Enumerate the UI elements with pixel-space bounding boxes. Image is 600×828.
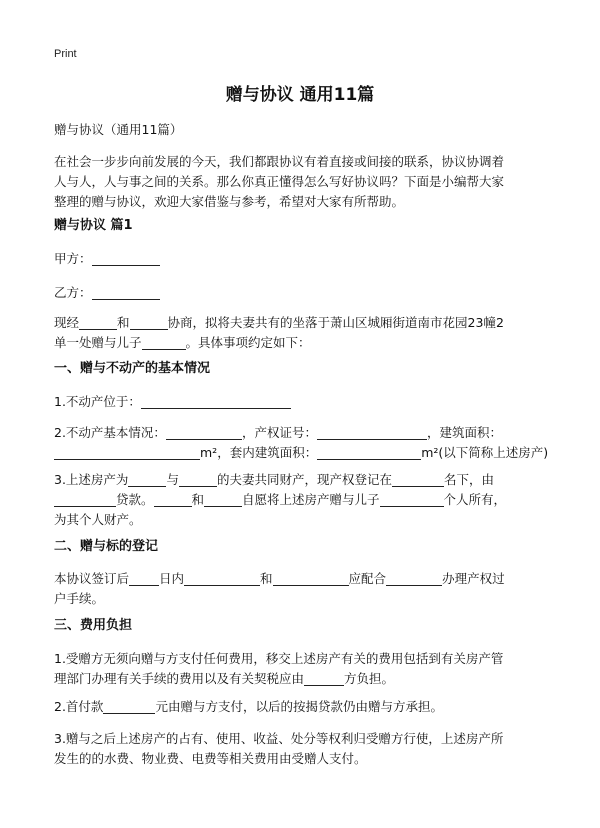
- text: 2.首付款: [54, 699, 104, 714]
- party-b-blank: [92, 285, 160, 300]
- text: 理部门办理有关手续的费用以及有关契税应由: [54, 671, 305, 686]
- party-a-label: 甲方：: [54, 251, 92, 266]
- blank: [392, 472, 444, 487]
- text: 和: [117, 315, 130, 330]
- print-label[interactable]: Print: [54, 48, 77, 60]
- blank: [166, 425, 242, 440]
- blank: [380, 492, 444, 507]
- text: 应配合: [348, 571, 387, 586]
- blank: [54, 492, 116, 507]
- text: 协商，拟将夫妻共有的坐落于萧山区城厢街道南市花园23幢2: [167, 315, 504, 330]
- fee-3: [54, 729, 554, 769]
- section-heading: 赠与协议 篇1: [54, 218, 133, 233]
- fee-2: [54, 697, 554, 717]
- text: 。具体事项约定如下：: [185, 335, 311, 350]
- item-2: [54, 423, 554, 463]
- party-a-line: [54, 249, 554, 269]
- text: 2.不动产基本情况：: [54, 425, 166, 440]
- intro-line: 在社会一步步向前发展的今天，我们都跟协议有着直接或间接的联系，协议协调着: [54, 154, 505, 169]
- preamble-line-2: [54, 333, 554, 353]
- fee-3-line-2: 发生的的水费、物业费、电费等相关费用由受赠人支付。: [54, 751, 367, 766]
- preamble-paragraph: [54, 313, 554, 353]
- fee-3-line-1: 3.赠与之后上述房产的占有、使用、收益、处分等权利归受赠方行使，上述房产所: [54, 731, 504, 746]
- intro-line: 人与人，人与事之间的关系。那么你真正懂得怎么写好协议吗？下面是小编帮大家: [54, 174, 505, 189]
- item-2-line-1: [54, 423, 554, 443]
- party-b-label: 乙方：: [54, 285, 92, 300]
- intro-paragraph: [54, 152, 554, 212]
- text: 和: [191, 492, 205, 507]
- blank: [317, 445, 421, 460]
- item-3: [54, 470, 554, 530]
- text: 办理产权过: [442, 571, 505, 586]
- subtitle: 赠与协议（通用11篇）: [54, 122, 183, 137]
- blank: [273, 571, 349, 586]
- heading-2: 二、赠与标的登记: [54, 539, 159, 554]
- text: 现经: [54, 315, 80, 330]
- item-3-line-2: [54, 490, 554, 510]
- item-3-line-3: 为其个人财产。: [54, 512, 142, 527]
- text: 贷款。: [116, 492, 154, 507]
- blank: [142, 335, 186, 350]
- blank: [204, 492, 242, 507]
- text: 本协议签订后: [54, 571, 130, 586]
- text: 名下，由: [443, 472, 494, 487]
- blank: [129, 571, 159, 586]
- item-1: [54, 392, 554, 412]
- text: 单一处赠与儿子: [54, 335, 142, 350]
- heading-1: 一、赠与不动产的基本情况: [54, 361, 211, 376]
- text: 方负担。: [344, 671, 395, 686]
- party-b-line: [54, 283, 554, 303]
- heading-3: 三、费用负担: [54, 618, 133, 633]
- text: 日内: [159, 571, 185, 586]
- text: 个人所有，: [443, 492, 507, 507]
- location-blank: [141, 394, 291, 409]
- party-a-blank: [92, 251, 160, 266]
- registration-line-1: [54, 569, 554, 589]
- blank: [317, 425, 427, 440]
- fee-1: [54, 649, 554, 689]
- blank: [54, 445, 200, 460]
- intro-line: 整理的赠与协议，欢迎大家借鉴与参考，希望对大家有所帮助。: [54, 194, 405, 209]
- fee-1-line-2: [54, 669, 554, 689]
- blank: [154, 492, 192, 507]
- registration-line-2: 户手续。: [54, 591, 105, 606]
- text: 自愿将上述房产赠与儿子: [242, 492, 380, 507]
- blank: [79, 315, 117, 330]
- text: ，产权证号：: [241, 425, 317, 440]
- registration-paragraph: [54, 569, 554, 609]
- blank: [386, 571, 442, 586]
- blank: [130, 315, 168, 330]
- text: m²，套内建筑面积：: [200, 445, 318, 460]
- fee-1-line-1: 1.受赠方无须向赠与方支付任何费用，移交上述房产有关的费用包括到有关房产管: [54, 651, 504, 666]
- document-title: 赠与协议 通用11篇: [225, 85, 375, 105]
- text: 和: [260, 571, 273, 586]
- text: ，建筑面积：: [426, 425, 502, 440]
- item-3-line-1: [54, 470, 554, 490]
- blank: [103, 699, 155, 714]
- text: 元由赠与方支付，以后的按揭贷款仍由赠与方承担。: [155, 699, 443, 714]
- text: 1.不动产位于：: [54, 394, 141, 409]
- text: m²(以下简称上述房产): [421, 445, 549, 460]
- text: 3.上述房产为: [54, 472, 129, 487]
- preamble-line-1: [54, 313, 554, 333]
- blank: [184, 571, 260, 586]
- text: 的夫妻共同财产，现产权登记在: [216, 472, 392, 487]
- item-2-line-2: [54, 443, 554, 463]
- text: 与: [166, 472, 179, 487]
- blank: [304, 671, 344, 686]
- blank: [128, 472, 166, 487]
- blank: [179, 472, 217, 487]
